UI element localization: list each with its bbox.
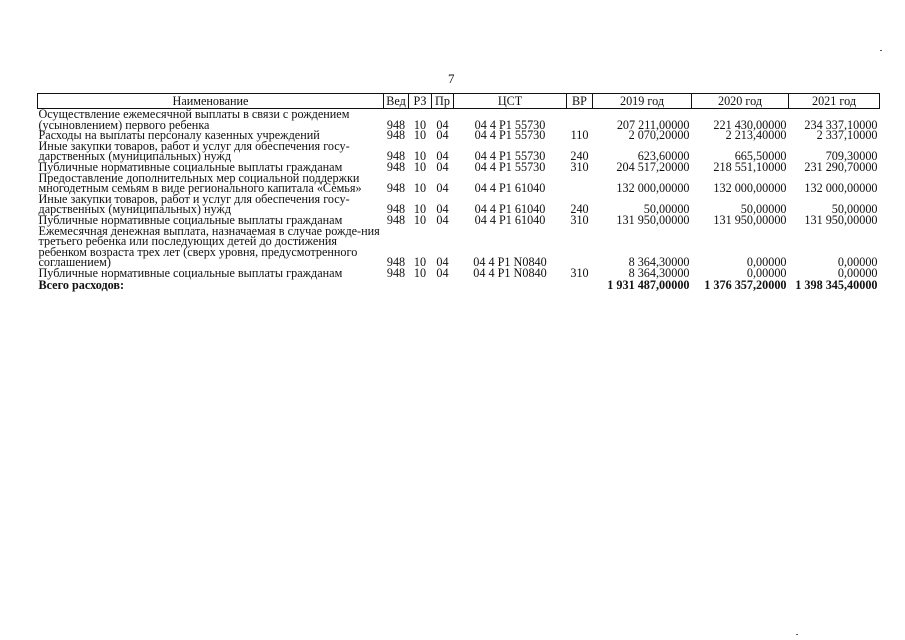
row-pr: 04 — [436, 159, 449, 174]
header-pr: Пр — [432, 94, 454, 109]
row-2019: 204 517,20000 — [616, 159, 690, 174]
row-2021: 2 337,10000 — [816, 128, 878, 143]
row-ved: 948 — [386, 255, 406, 270]
total-row — [38, 279, 880, 291]
header-rz: РЗ — [409, 94, 432, 109]
table-row — [38, 109, 880, 131]
row-rz: 10 — [413, 159, 427, 174]
row-2021: 709,30000 — [825, 149, 878, 164]
row-name: Публичные нормативные социальные выплаты гражданам — [38, 212, 343, 227]
row-2020: 132 000,00000 — [713, 181, 787, 196]
row-ved: 948 — [386, 212, 406, 227]
row-2019: 8 364,30000 — [628, 265, 690, 280]
row-2019: 207 211,00000 — [616, 117, 690, 132]
row-name: Осуществление ежемесячной выплаты в связи с рождением (усыновлением) первого ребенка — [38, 107, 350, 132]
total-2019: 1 931 487,00000 — [607, 277, 690, 292]
row-rz: 10 — [413, 202, 427, 217]
row-pr: 04 — [436, 265, 449, 280]
row-rz: 10 — [413, 181, 427, 196]
row-pr: 04 — [436, 202, 449, 217]
row-rz: 10 — [413, 212, 427, 227]
row-vr — [567, 173, 593, 194]
row-2021: 131 950,00000 — [804, 212, 878, 227]
row-2019: 623,60000 — [637, 149, 690, 164]
row-pr: 04 — [436, 212, 449, 227]
row-2019: 50,00000 — [643, 202, 690, 217]
row-name: Иные закупки товаров, работ и услуг для обеспечения госу-дарственных (муниципальных) нужд — [38, 191, 350, 217]
row-vr: 310 — [570, 159, 589, 174]
row-2020: 221 430,00000 — [713, 117, 787, 132]
row-ved: 948 — [386, 128, 406, 143]
header-2020: 2020 год — [692, 94, 789, 109]
row-vr: 310 — [570, 265, 589, 280]
row-2020: 0,00000 — [746, 265, 787, 280]
row-cst: 04 4 P1 55730 — [474, 128, 546, 143]
header-ved: Вед — [384, 94, 409, 109]
table-row — [38, 141, 880, 162]
header-2021: 2021 год — [789, 94, 880, 109]
row-cst: 04 4 P1 61040 — [474, 212, 546, 227]
expenditure-table — [37, 93, 880, 290]
total-2020: 1 376 357,20000 — [704, 277, 787, 292]
row-2019: 132 000,00000 — [616, 181, 690, 196]
header-cst: ЦСТ — [454, 94, 567, 109]
row-name: Расходы на выплаты персоналу казенных учреждений — [38, 128, 320, 143]
row-2020: 2 213,40000 — [725, 128, 787, 143]
row-vr: 110 — [570, 128, 589, 143]
row-cst: 04 4 P1 61040 — [474, 181, 546, 196]
table-row — [38, 173, 880, 194]
row-ved: 948 — [386, 149, 406, 164]
row-cst: 04 4 P1 61040 — [474, 202, 546, 217]
row-2021: 0,00000 — [837, 265, 878, 280]
row-rz: 10 — [413, 149, 427, 164]
row-cst: 04 4 P1 N0840 — [473, 265, 547, 280]
header-name: Наименование — [38, 94, 384, 109]
row-ved: 948 — [386, 117, 406, 132]
row-2021: 50,00000 — [831, 202, 878, 217]
total-2021: 1 398 345,40000 — [795, 277, 878, 292]
row-2021: 234 337,10000 — [804, 117, 878, 132]
row-cst: 04 4 P1 N0840 — [473, 255, 547, 270]
row-cst: 04 4 P1 55730 — [474, 117, 546, 132]
row-2020: 218 551,10000 — [713, 159, 787, 174]
row-pr: 04 — [436, 181, 449, 196]
row-vr: 240 — [570, 202, 589, 217]
row-ved: 948 — [386, 202, 406, 217]
row-2019: 2 070,20000 — [628, 128, 690, 143]
row-pr: 04 — [436, 128, 449, 143]
row-pr: 04 — [436, 255, 449, 270]
row-name: Публичные нормативные социальные выплаты гражданам — [38, 159, 343, 174]
row-name: Иные закупки товаров, работ и услуг для обеспечения госу-дарственных (муниципальных) нужд — [38, 138, 350, 164]
row-name: Предоставление дополнительных мер социальной поддержки многодетным семьям в виде регионального капитала «Семья» — [38, 170, 362, 196]
header-2019: 2019 год — [593, 94, 692, 109]
table-row — [38, 194, 880, 215]
row-vr — [567, 226, 593, 268]
row-2020: 0,00000 — [746, 255, 787, 270]
row-cst: 04 4 P1 55730 — [474, 149, 546, 164]
header-vr: ВР — [567, 94, 593, 109]
table-row — [38, 226, 880, 268]
row-2019: 131 950,00000 — [616, 212, 690, 227]
scan-speck — [880, 50, 882, 51]
row-name: Публичные нормативные социальные выплаты гражданам — [38, 265, 343, 280]
row-vr — [567, 109, 593, 131]
row-2019: 8 364,30000 — [628, 255, 690, 270]
page-number: 7 — [448, 71, 455, 86]
row-vr: 310 — [570, 212, 589, 227]
row-ved: 948 — [386, 159, 406, 174]
row-2020: 131 950,00000 — [713, 212, 787, 227]
row-name: Ежемесячная денежная выплата, назначаемая в случае рожде-ния третьего ребенка или последующих детей до достижения ребенком возраста трех лет (сверх уровня, предусмотренного соглашением) — [38, 223, 380, 270]
row-rz: 10 — [413, 265, 427, 280]
row-2021: 231 290,70000 — [804, 159, 878, 174]
row-rz: 10 — [413, 117, 427, 132]
row-2021: 0,00000 — [837, 255, 878, 270]
row-2020: 50,00000 — [740, 202, 787, 217]
row-rz: 10 — [413, 128, 427, 143]
row-pr: 04 — [436, 149, 449, 164]
scan-speck — [796, 634, 798, 635]
table-row — [38, 268, 880, 279]
row-vr: 240 — [570, 149, 589, 164]
row-ved: 948 — [386, 265, 406, 280]
row-cst: 04 4 P1 55730 — [474, 159, 546, 174]
row-ved: 948 — [386, 181, 406, 196]
row-2021: 132 000,00000 — [804, 181, 878, 196]
total-label: Всего расходов: — [38, 277, 125, 292]
row-pr: 04 — [436, 117, 449, 132]
row-rz: 10 — [413, 255, 427, 270]
row-2020: 665,50000 — [734, 149, 787, 164]
